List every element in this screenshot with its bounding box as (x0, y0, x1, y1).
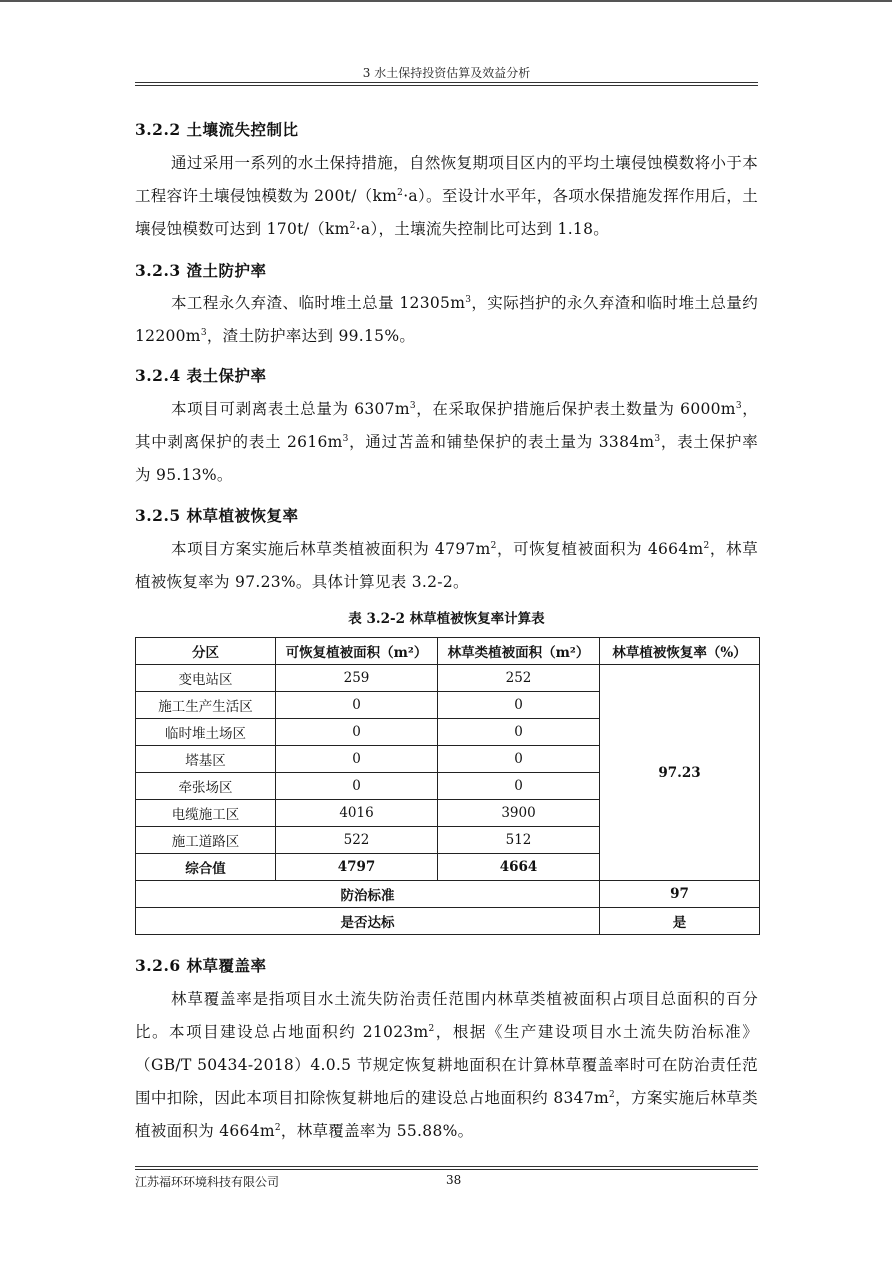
table-cell: 259 (276, 665, 438, 692)
table-cell: 0 (276, 773, 438, 800)
footer-rule (135, 1169, 758, 1170)
table-cell: 变电站区 (136, 665, 276, 692)
section-paragraph-3-2-6: 林草覆盖率是指项目水土流失防治责任范围内林草类植被面积占项目总面积的百分比。本项目建设总占地面积约 $21023m^2$，根据《生产建设项目水土流失防治标准》（GB/T 50434-2018）4.0.5 节规定恢复耕地面积在计算林草覆盖率时可在防治责任范围中扣除，因此本项目扣除恢复耕地后的建设总占地面积约 $8347m^2$，方案实施后林草类植被面积为 $4664m^2$，林草覆盖率为 55.88%。 (135, 990, 758, 1140)
table-cell: 临时堆土场区 (136, 719, 276, 746)
table-header-cell: 可恢复植被面积（m²） (276, 638, 438, 665)
page-top-border (0, 0, 892, 2)
table-cell: 是 (600, 908, 760, 935)
section-heading-3-2-4: 3.2.4 表土保护率 (135, 366, 267, 385)
table-cell: 施工道路区 (136, 827, 276, 854)
section-heading-3-2-2: 3.2.2 土壤流失控制比 (135, 120, 299, 139)
table-cell: 4016 (276, 800, 438, 827)
table-cell: 0 (276, 692, 438, 719)
table-achieved-row (136, 908, 760, 935)
header-rule-thin (135, 85, 758, 86)
table-cell: 是否达标 (136, 908, 600, 935)
section-paragraph-3-2-3: 本工程永久弃渣、临时堆土总量 $12305m^3$，实际挡护的永久弃渣和临时堆土总量约 $12200m^3$，渣土防护率达到 99.15%。 (135, 294, 758, 345)
table-cell: 电缆施工区 (136, 800, 276, 827)
table-cell: 252 (438, 665, 600, 692)
recovery-rate-cell: 97.23 (600, 665, 760, 881)
table-cell: 0 (438, 719, 600, 746)
table-header-cell: 分区 (136, 638, 276, 665)
table-cell: 4797 (276, 854, 438, 881)
table-cell: 0 (438, 746, 600, 773)
table-cell: 512 (438, 827, 600, 854)
running-header: 3 水土保持投资估算及效益分析 (362, 66, 531, 80)
table-cell: 施工生产生活区 (136, 692, 276, 719)
vegetation-recovery-table (135, 637, 760, 935)
table-caption: 表 3.2-2 林草植被恢复率计算表 (348, 611, 545, 627)
section-paragraph-3-2-4: 本项目可剥离表土总量为 $6307m^3$，在采取保护措施后保护表土数量为 $6000m^3$，其中剥离保护的表土 $2616m^3$，通过苫盖和铺垫保护的表土量为 $3384m^3$，表土保护率为 95.13%。 (135, 400, 758, 484)
header-rule (135, 82, 758, 83)
table-cell: 防治标准 (136, 881, 600, 908)
table-cell: 3900 (438, 800, 600, 827)
table-header-cell: 林草类植被面积（m²） (438, 638, 600, 665)
footer-company-name: 江苏福环环境科技有限公司 (135, 1175, 280, 1189)
table-row (136, 665, 760, 692)
table-cell: 0 (276, 746, 438, 773)
table-header-row (136, 638, 760, 665)
section-paragraph-3-2-5: 本项目方案实施后林草类植被面积为 $4797m^2$，可恢复植被面积为 $4664m^2$，林草植被恢复率为 97.23%。具体计算见表 3.2-2。 (135, 540, 758, 591)
section-paragraph-3-2-2: 通过采用一系列的水土保持措施，自然恢复期项目区内的平均土壤侵蚀模数将小于本工程容许土壤侵蚀模数为 $200t/(km^2\cdot a)$。至设计水平年，各项水保措施发挥作用后，土壤侵蚀模数可达到 $170t/(km^2\cdot a)$，土壤流失控制比可达到 1.18。 (135, 154, 758, 238)
table-cell: 0 (276, 719, 438, 746)
table-cell: 4664 (438, 854, 600, 881)
section-heading-3-2-3: 3.2.3 渣土防护率 (135, 261, 267, 280)
table-cell: 塔基区 (136, 746, 276, 773)
table-header-cell: 林草植被恢复率（%） (600, 638, 760, 665)
table-cell: 0 (438, 692, 600, 719)
footer-rule-thin (135, 1166, 758, 1167)
table-cell: 522 (276, 827, 438, 854)
table-cell: 97 (600, 881, 760, 908)
table-cell: 0 (438, 773, 600, 800)
table-cell: 综合值 (136, 854, 276, 881)
page-number: 38 (446, 1173, 462, 1187)
section-heading-3-2-6: 3.2.6 林草覆盖率 (135, 956, 267, 975)
table-standard-row (136, 881, 760, 908)
section-heading-3-2-5: 3.2.5 林草植被恢复率 (135, 506, 299, 525)
table-cell: 牵张场区 (136, 773, 276, 800)
